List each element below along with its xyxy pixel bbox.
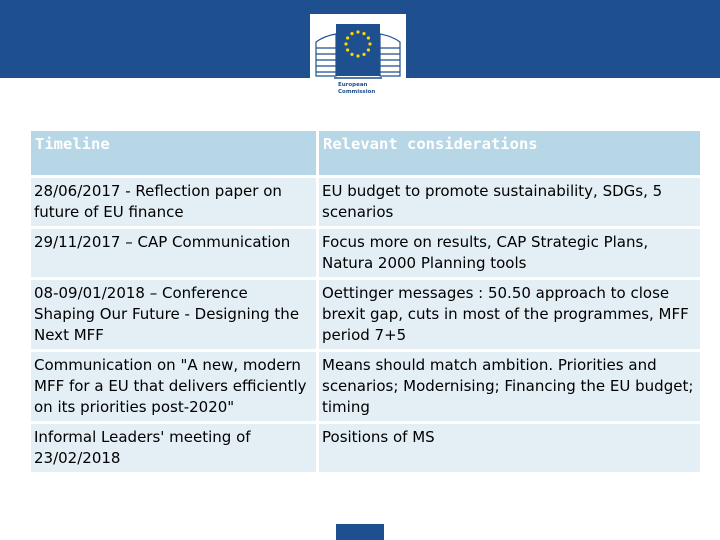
timeline-cell: Informal Leaders' meeting of 23/02/2018	[31, 424, 316, 472]
table-row	[31, 178, 700, 226]
table-row	[31, 280, 700, 349]
logo-line-2: Commission	[338, 89, 376, 95]
table-row	[31, 424, 700, 472]
considerations-cell: Oettinger messages : 50.50 approach to close brexit gap, cuts in most of the programmes, MFF period 7+5	[319, 280, 700, 349]
timeline-table	[28, 128, 703, 475]
considerations-cell: EU budget to promote sustainability, SDGs, 5 scenarios	[319, 178, 700, 226]
table-row	[31, 229, 700, 277]
timeline-cell: 08-09/01/2018 – Conference Shaping Our Future - Designing the Next MFF	[31, 280, 316, 349]
timeline-cell: Communication on "A new, modern MFF for a EU that delivers efficiently on its priorities post-2020"	[31, 352, 316, 421]
header-considerations: Relevant considerations	[319, 131, 700, 175]
timeline-cell: 28/06/2017 - Reflection paper on future of EU finance	[31, 178, 316, 226]
timeline-cell: 29/11/2017 – CAP Communication	[31, 229, 316, 277]
european-commission-logo	[310, 14, 406, 104]
table-row	[31, 352, 700, 421]
header-timeline: Timeline	[31, 131, 316, 175]
table-header-row	[31, 131, 700, 175]
considerations-cell: Focus more on results, CAP Strategic Plans, Natura 2000 Planning tools	[319, 229, 700, 277]
commission-building-icon	[314, 18, 402, 80]
considerations-cell: Means should match ambition. Priorities and scenarios; Modernising; Financing the EU budget; timing	[319, 352, 700, 421]
footer-flag-bar	[336, 524, 384, 540]
considerations-cell: Positions of MS	[319, 424, 700, 472]
logo-text	[338, 82, 404, 96]
logo-line-1: European	[338, 82, 368, 88]
